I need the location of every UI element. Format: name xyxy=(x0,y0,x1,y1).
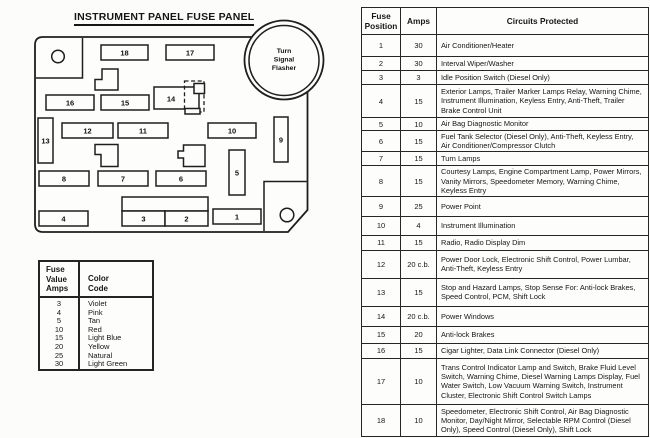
fuse-18-label: 18 xyxy=(120,48,129,58)
color-code-color-value: Natural xyxy=(88,350,113,360)
color-code-color-value: Yellow xyxy=(88,341,110,351)
fuse-3 xyxy=(122,211,165,226)
fuse-circuits-cell: Instrument Illumination xyxy=(437,216,649,235)
fuse-circuits-cell: Speedometer, Electronic Shift Control, Air Bag Diagnostic Monitor, Day/Night Mirror, Selectable RPM Control (Diesel Only), Speed Control (Diesel Only), Shift Lock xyxy=(437,404,649,436)
mounting-hole-top-left xyxy=(52,50,65,63)
color-code-color-value: Pink xyxy=(88,307,103,317)
fuse-table-row xyxy=(362,306,649,326)
color-code-amps-value: 3 xyxy=(56,299,62,308)
fuse-position-cell: 18 xyxy=(362,404,401,436)
fuse-9-label: 9 xyxy=(278,135,284,145)
fuse-8 xyxy=(39,171,89,186)
fuse-table-row xyxy=(362,278,649,306)
fuse-6-label: 6 xyxy=(178,174,184,184)
fuse-amps-cell: 3 xyxy=(401,71,437,85)
fuse-circuits-cell: Air Bag Diagnostic Monitor xyxy=(437,118,649,131)
color-code-color-value: Light Blue xyxy=(88,333,122,343)
fuse-7 xyxy=(98,171,148,186)
fuse-18 xyxy=(101,45,148,60)
fuse-position-cell: 17 xyxy=(362,358,401,404)
fuse-circuits-cell: Cigar Lighter, Data Link Connector (Diesel Only) xyxy=(437,343,649,358)
fuse-position-cell: 8 xyxy=(362,166,401,197)
fuse-position-cell: 13 xyxy=(362,278,401,306)
fuse-circuits-table xyxy=(361,7,649,437)
fuse-circuits-cell: Power Door Lock, Electronic Shift Control, Power Lumbar, Anti-Theft, Keyless Entry xyxy=(437,250,649,278)
fuse-17-label: 17 xyxy=(185,48,195,58)
color-code-amps-value: 20 xyxy=(54,341,64,351)
fuse-13 xyxy=(38,118,53,163)
fuse-table-row xyxy=(362,196,649,216)
fuse-table-row xyxy=(362,343,649,358)
fuse-circuits-cell: Idle Position Switch (Diesel Only) xyxy=(437,71,649,85)
fuse-circuits-cell: Anti-lock Brakes xyxy=(437,326,649,343)
color-code-color-column xyxy=(80,262,152,369)
fuse-position-cell: 7 xyxy=(362,152,401,166)
fuse-circuits-cell: Power Windows xyxy=(437,306,649,326)
unlabeled-block xyxy=(122,197,208,211)
fuse-position-cell: 14 xyxy=(362,306,401,326)
turn-signal-flasher-label: Turn xyxy=(276,48,292,55)
fuse-amps-cell: 20 xyxy=(401,326,437,343)
fuse-position-cell: 2 xyxy=(362,57,401,71)
fuse-amps-cell: 20 c.b. xyxy=(401,306,437,326)
color-code-color-header: Color Code xyxy=(80,262,152,298)
fuse-10-label: 10 xyxy=(227,126,237,136)
color-code-color-value: Violet xyxy=(88,299,107,308)
fuse-circuits-cell: Interval Wiper/Washer xyxy=(437,57,649,71)
fuse-table-row xyxy=(362,404,649,436)
page-title: INSTRUMENT PANEL FUSE PANEL xyxy=(74,11,254,26)
fuse-17 xyxy=(166,45,214,60)
fuse-circuits-cell: Trans Control Indicator Lamp and Switch, Brake Fluid Level Switch, Warning Chime, Diesel Warning Lamps Display, Fuel Water Switch, Low Vacuum Warning Switch, Instrument Cluster, Electronic Shift Control Switch Lamps xyxy=(437,358,649,404)
fuse-amps-cell: 25 xyxy=(401,196,437,216)
fuse-amps-cell: 15 xyxy=(401,152,437,166)
fuse-1 xyxy=(213,209,261,224)
fuse-15-label: 15 xyxy=(120,98,130,108)
color-code-amps-value: 15 xyxy=(54,333,64,343)
fuse-amps-cell: 30 xyxy=(401,57,437,71)
fuse-circuits-cell: Power Point xyxy=(437,196,649,216)
fuse-amps-cell: 15 xyxy=(401,131,437,152)
fuse-table-row xyxy=(362,166,649,197)
fuse-circuits-cell: Stop and Hazard Lamps, Stop Sense For: Anti-lock Brakes, Speed Control, PCM, Shift Lock xyxy=(437,278,649,306)
fuse-13-label: 13 xyxy=(41,136,50,146)
fuse-position-cell: 6 xyxy=(362,131,401,152)
fuse-amps-cell: 10 xyxy=(401,404,437,436)
fuse-table-row xyxy=(362,216,649,235)
fuse-table-row xyxy=(362,152,649,166)
color-code-amps-column xyxy=(40,262,80,369)
fuse-4 xyxy=(39,211,88,226)
color-code-color-value: Light Green xyxy=(88,359,128,369)
fuse-table-row xyxy=(362,250,649,278)
fuse-circuits-cell: Radio, Radio Display Dim xyxy=(437,235,649,250)
fuse-8-label: 8 xyxy=(61,174,67,184)
fuse-circuits-cell: Fuel Tank Selector (Diesel Only), Anti-Theft, Keyless Entry, Air Conditioner/Compressor Clutch xyxy=(437,131,649,152)
fuse-amps-cell: 15 xyxy=(401,278,437,306)
fuse-table-row xyxy=(362,85,649,118)
fuse-9 xyxy=(274,117,288,162)
header-amps: Amps xyxy=(401,8,437,35)
fuse-2 xyxy=(165,211,208,226)
fuse-table-row xyxy=(362,235,649,250)
fuse-14-tab xyxy=(185,109,200,115)
fuse-circuits-cell: Turn Lamps xyxy=(437,152,649,166)
color-code-color-value: Tan xyxy=(88,316,101,326)
fuse-position-cell: 5 xyxy=(362,118,401,131)
fuse-table-row xyxy=(362,57,649,71)
fuse-table-row xyxy=(362,118,649,131)
fuse-position-cell: 4 xyxy=(362,85,401,118)
fuse-amps-cell: 15 xyxy=(401,166,437,197)
fuse-panel-diagram xyxy=(0,0,330,245)
fuse-table-row xyxy=(362,131,649,152)
fuse-11-label: 11 xyxy=(139,126,147,136)
fuse-16-label: 16 xyxy=(65,98,75,108)
fuse-16 xyxy=(46,95,94,110)
fuse-5-label: 5 xyxy=(234,168,240,178)
fuse-6 xyxy=(156,171,206,186)
fuse-position-cell: 12 xyxy=(362,250,401,278)
fuse-circuits-cell: Exterior Lamps, Trailer Marker Lamps Relay, Warning Chime, Instrument Illumination, Keyless Entry, Anti-Theft, Trailer Brake Control Unit xyxy=(437,85,649,118)
fuse-position-cell: 16 xyxy=(362,343,401,358)
fuse-position-cell: 3 xyxy=(362,71,401,85)
color-code-amps-value: 5 xyxy=(56,316,62,326)
fuse-amps-cell: 30 xyxy=(401,35,437,57)
fuse-amps-cell: 4 xyxy=(401,216,437,235)
fuse-table-row xyxy=(362,71,649,85)
color-code-amps-value: 4 xyxy=(56,307,62,317)
fuse-5 xyxy=(229,150,245,195)
fuse-circuits-cell: Air Conditioner/Heater xyxy=(437,35,649,57)
fuse-circuits-cell: Courtesy Lamps, Engine Compartment Lamp, Power Mirrors, Vanity Mirrors, Speedometer Memory, Warning Chime, Keyless Entry xyxy=(437,166,649,197)
fuse-1-label: 1 xyxy=(234,212,240,222)
header-circuits-protected: Circuits Protected xyxy=(437,8,649,35)
fuse-amps-cell: 15 xyxy=(401,343,437,358)
fuse-table-row xyxy=(362,35,649,57)
color-code-amps-header: Fuse Value Amps xyxy=(40,262,78,298)
fuse-position-cell: 10 xyxy=(362,216,401,235)
color-code-amps-value: 10 xyxy=(54,324,64,334)
fuse-amps-cell: 20 c.b. xyxy=(401,250,437,278)
fuse-position-cell: 9 xyxy=(362,196,401,216)
fuse-14-tab xyxy=(194,84,205,94)
fuse-amps-cell: 15 xyxy=(401,85,437,118)
fuse-table-row xyxy=(362,326,649,343)
fuse-7-label: 7 xyxy=(120,174,126,184)
turn-signal-flasher-label: Signal xyxy=(273,56,295,64)
fuse-14-label: 14 xyxy=(166,94,176,104)
fuse-4-label: 4 xyxy=(61,214,66,224)
fuse-amps-cell: 10 xyxy=(401,118,437,131)
color-code-amps-value: 25 xyxy=(54,350,64,360)
fuse-table-row xyxy=(362,358,649,404)
color-code-amps-value: 30 xyxy=(54,359,64,369)
fuse-position-cell: 1 xyxy=(362,35,401,57)
fuse-3-label: 3 xyxy=(141,214,146,224)
fuse-12-label: 12 xyxy=(83,126,92,136)
fuse-10 xyxy=(208,123,256,138)
mounting-hole-bottom-right xyxy=(280,208,294,222)
header-fuse-position: Fuse Position xyxy=(362,8,401,35)
color-code-color-value: Red xyxy=(88,324,102,334)
turn-signal-flasher-label: Flasher xyxy=(271,65,297,72)
fuse-position-cell: 11 xyxy=(362,235,401,250)
fuse-amps-cell: 15 xyxy=(401,235,437,250)
fuse-position-cell: 15 xyxy=(362,326,401,343)
fuse-15 xyxy=(101,95,149,110)
fuse-12 xyxy=(62,123,113,138)
fuse-table-header-row xyxy=(362,8,649,35)
color-code-table xyxy=(38,260,154,371)
fuse-amps-cell: 10 xyxy=(401,358,437,404)
fuse-2-label: 2 xyxy=(184,214,189,224)
fuse-11 xyxy=(118,123,168,138)
